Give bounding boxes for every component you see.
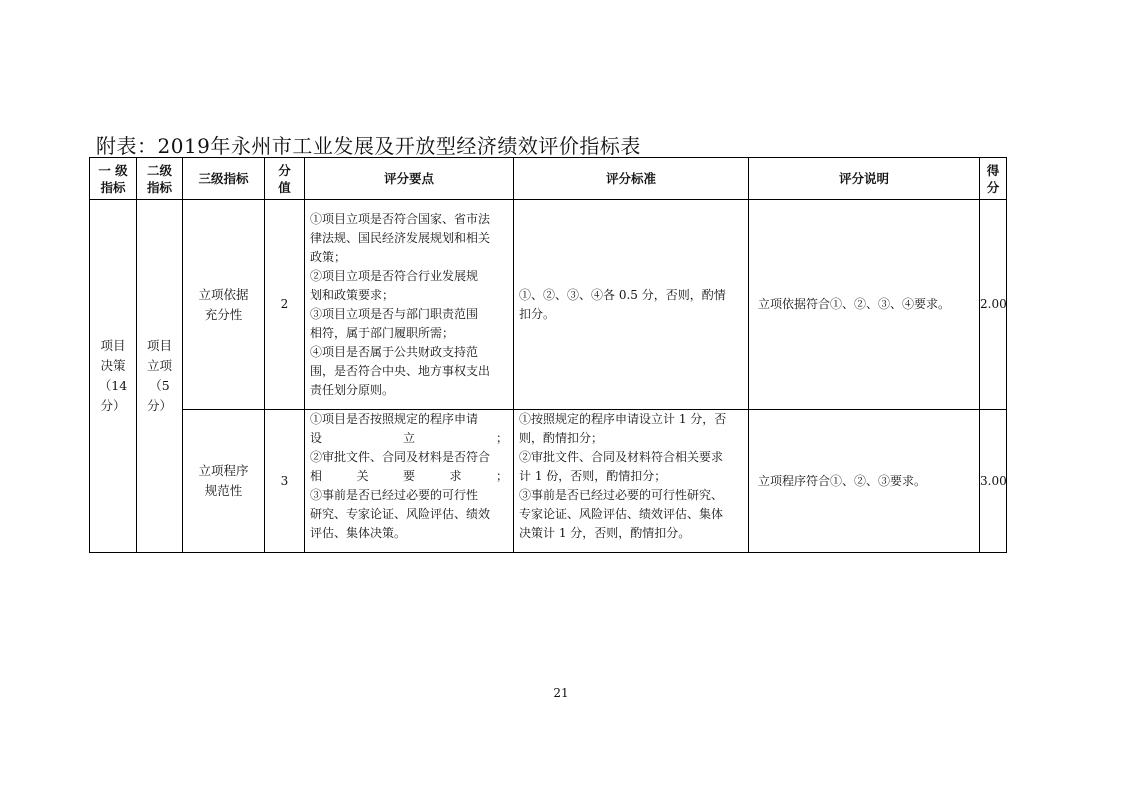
- score-cell: 3.00: [980, 410, 1007, 553]
- page-title: 附表：2019年永州市工业发展及开放型经济绩效评价指标表: [96, 134, 641, 158]
- header-level3: 三级指标: [183, 158, 265, 200]
- score-value-cell: 3: [265, 410, 305, 553]
- justified-line: [310, 429, 508, 448]
- key-points-cell: ①项目是否按照规定的程序申请 设 立 ； ②审批文件、合同及材料是否符合 相 关 要 求 ； ③事前是否已经过必要的可行性 研究、专家论证、风险评估、绩效 评估、集体决策。: [305, 410, 514, 553]
- justified-segment: 求: [449, 469, 462, 483]
- level3-cell: 立项程序 规范性: [183, 410, 265, 553]
- score-value-cell: 2: [265, 200, 305, 410]
- justified-line: [310, 467, 508, 486]
- standard-cell: ①按照规定的程序申请设立计 1 分，否 则，酌情扣分； ②审批文件、合同及材料符合相关要求 计 1 份，否则，酌情扣分； ③事前是否已经过必要的可行性研究、 专家论证、风险评估、绩效评估、集体 决策计 1 分，否则，酌情扣分。: [514, 410, 749, 553]
- standard-cell: ①、②、③、④各 0.5 分，否则，酌情 扣分。: [514, 200, 749, 410]
- justified-segment: 相: [310, 469, 323, 483]
- justified-segment: 设: [310, 431, 323, 445]
- justified-segment: ；: [495, 431, 508, 445]
- justified-segment: 要: [402, 469, 415, 483]
- key-points-cell: ①项目立项是否符合国家、省市法 律法规、国民经济发展规划和相关 政策； ②项目立项是否符合行业发展规 划和政策要求； ③项目立项是否与部门职责范围 相符，属于部门履职所需； ④项目是否属于公共财政支持范 围，是否符合中央、地方事权支出 责任划分原则。: [305, 200, 514, 410]
- header-explanation: 评分说明: [749, 158, 980, 200]
- page-number: 21: [553, 686, 569, 700]
- level2-cell: 项目 立项 （5 分）: [137, 200, 183, 553]
- header-score: 得分: [980, 158, 1007, 200]
- explanation-cell: 立项程序符合①、②、③要求。: [749, 410, 980, 553]
- justified-segment: 立: [402, 431, 415, 445]
- level1-cell: 项目 决策 （14 分）: [90, 200, 137, 553]
- justified-segment: 关: [356, 469, 369, 483]
- table-row: [90, 200, 1007, 410]
- level3-cell: 立项依据 充分性: [183, 200, 265, 410]
- header-level2: 二级 指标: [137, 158, 183, 200]
- table-row: [90, 410, 1007, 553]
- score-cell: 2.00: [980, 200, 1007, 410]
- header-score-value: 分 值: [265, 158, 305, 200]
- header-level1: 一 级 指标: [90, 158, 137, 200]
- header-key-points: 评分要点: [305, 158, 514, 200]
- evaluation-table: [89, 157, 1007, 553]
- header-standard: 评分标准: [514, 158, 749, 200]
- explanation-cell: 立项依据符合①、②、③、④要求。: [749, 200, 980, 410]
- table-header-row: [90, 158, 1007, 200]
- justified-segment: ；: [495, 469, 508, 483]
